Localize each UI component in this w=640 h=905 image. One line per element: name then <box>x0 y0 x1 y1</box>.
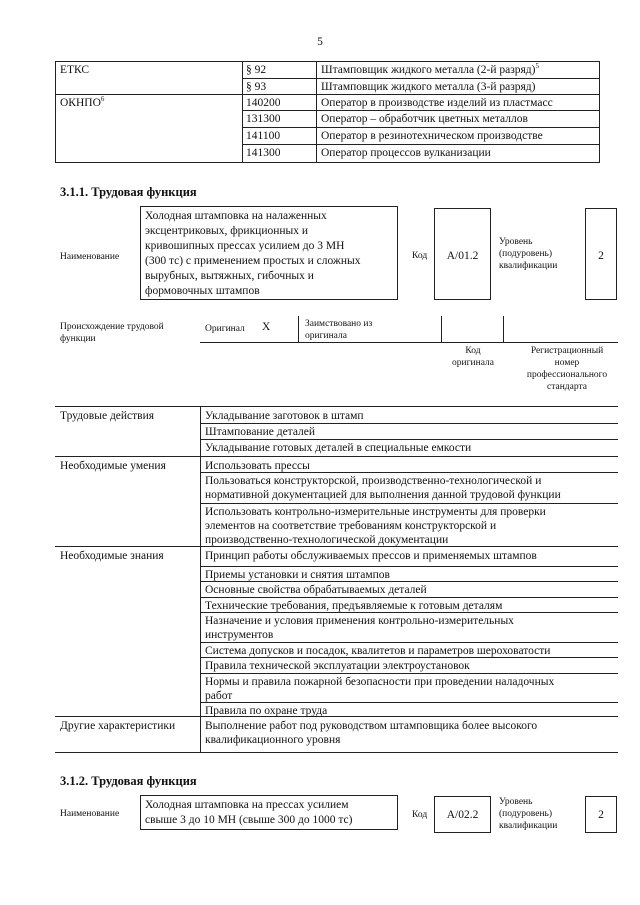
level-box: 2 <box>585 796 617 833</box>
table-item: Использовать прессы <box>205 460 310 472</box>
table-item: Принцип работы обслуживаемых прессов и применяемых штампов <box>205 550 537 562</box>
level-box: 2 <box>585 208 617 300</box>
page-number: 5 <box>317 36 323 48</box>
ref-name: Оператор в производстве изделий из пластмасс <box>321 97 553 109</box>
row-label-knowledge: Необходимые знания <box>60 550 164 562</box>
original-label: Оригинал <box>205 324 245 334</box>
ref-name: Штамповщик жидкого металла (3-й разряд) <box>321 81 536 93</box>
table-item: Укладывание заготовок в штамп <box>205 410 364 422</box>
table-item: Правила технической эксплуатации электроустановок <box>205 660 470 672</box>
reg-number-caption: Регистрационный номер профессионального стандарта <box>526 346 608 392</box>
table-item: Технические требования, предъявляемые к готовым деталям <box>205 600 503 612</box>
ref-name: Оператор процессов вулканизации <box>321 147 491 159</box>
table-item: Пользоваться конструкторской, производственно-технологической и нормативной документацией для выполнения данной трудовой функции <box>205 475 561 501</box>
table-item: Приемы установки и снятия штампов <box>205 569 390 581</box>
etks-label: ЕТКС <box>60 64 90 76</box>
original-mark: X <box>262 321 271 333</box>
table-item: Укладывание готовых деталей в специальные емкости <box>205 442 472 454</box>
table-item: Использовать контрольно-измерительные инструменты для проверки элементов на соответствие требованиям конструкторской и производственно-технологической документации <box>205 506 546 546</box>
table-item: Выполнение работ под руководством штамповщика более высокого квалификационного уровня <box>205 720 538 746</box>
row-label-skills: Необходимые умения <box>60 460 166 472</box>
table-item: Назначение и условия применения контрольно-измерительных инструментов <box>205 615 514 641</box>
function-name-box: Холодная штамповка на прессах усилием свыше 3 до 10 МН (свыше 300 до 1000 тс) <box>140 795 398 830</box>
name-label: Наименование <box>60 252 120 262</box>
original-code-caption: Код оригинала <box>452 346 494 368</box>
oknpo-label: ОКНПО$^6$ <box>60 95 105 109</box>
table-item: Правила по охране труда <box>205 705 328 717</box>
ref-name: Оператор в резинотехническом производстве <box>321 130 543 142</box>
section-heading: 3.1.1. Трудовая функция <box>60 185 197 199</box>
table-item: Система допусков и посадок, квалитетов и параметров шероховатости <box>205 645 551 657</box>
table-item: Штампование деталей <box>205 426 316 438</box>
code-label: Код <box>412 810 428 820</box>
borrowed-label: Заимствовано из оригинала <box>305 319 373 341</box>
function-name-box: Холодная штамповка на налаженных эксцентриковых, фрикционных и кривошипных прессах усилием до 3 МН (300 тс) с применением простых и сложных вырубных, вытяжных, гибочных и формовочных штампов <box>140 206 398 300</box>
ref-code: 131300 <box>246 113 281 125</box>
ref-code: 141100 <box>246 130 281 142</box>
ref-code: 140200 <box>246 97 281 109</box>
ref-name: Штамповщик жидкого металла (2-й разряд)$^5$ <box>321 62 539 76</box>
code-label: Код <box>412 251 428 261</box>
row-label-other: Другие характеристики <box>60 720 176 732</box>
origin-label: Происхождение трудовой функции <box>60 322 164 344</box>
ref-code: § 92 <box>246 64 267 76</box>
table-item: Нормы и правила пожарной безопасности при проведении наладочных работ <box>205 676 555 702</box>
table-item: Основные свойства обрабатываемых деталей <box>205 584 427 596</box>
ref-code: § 93 <box>246 81 267 93</box>
code-box: A/01.2 <box>434 208 491 300</box>
name-label: Наименование <box>60 809 120 819</box>
section-heading: 3.1.2. Трудовая функция <box>60 774 197 788</box>
row-label-actions: Трудовые действия <box>60 410 155 422</box>
ref-code: 141300 <box>246 147 281 159</box>
level-label: Уровень (подуровень) квалификации <box>499 797 558 831</box>
level-label: Уровень (подуровень) квалификации <box>499 237 558 271</box>
ref-name: Оператор – обработчик цветных металлов <box>321 113 528 125</box>
code-box: A/02.2 <box>434 796 491 833</box>
